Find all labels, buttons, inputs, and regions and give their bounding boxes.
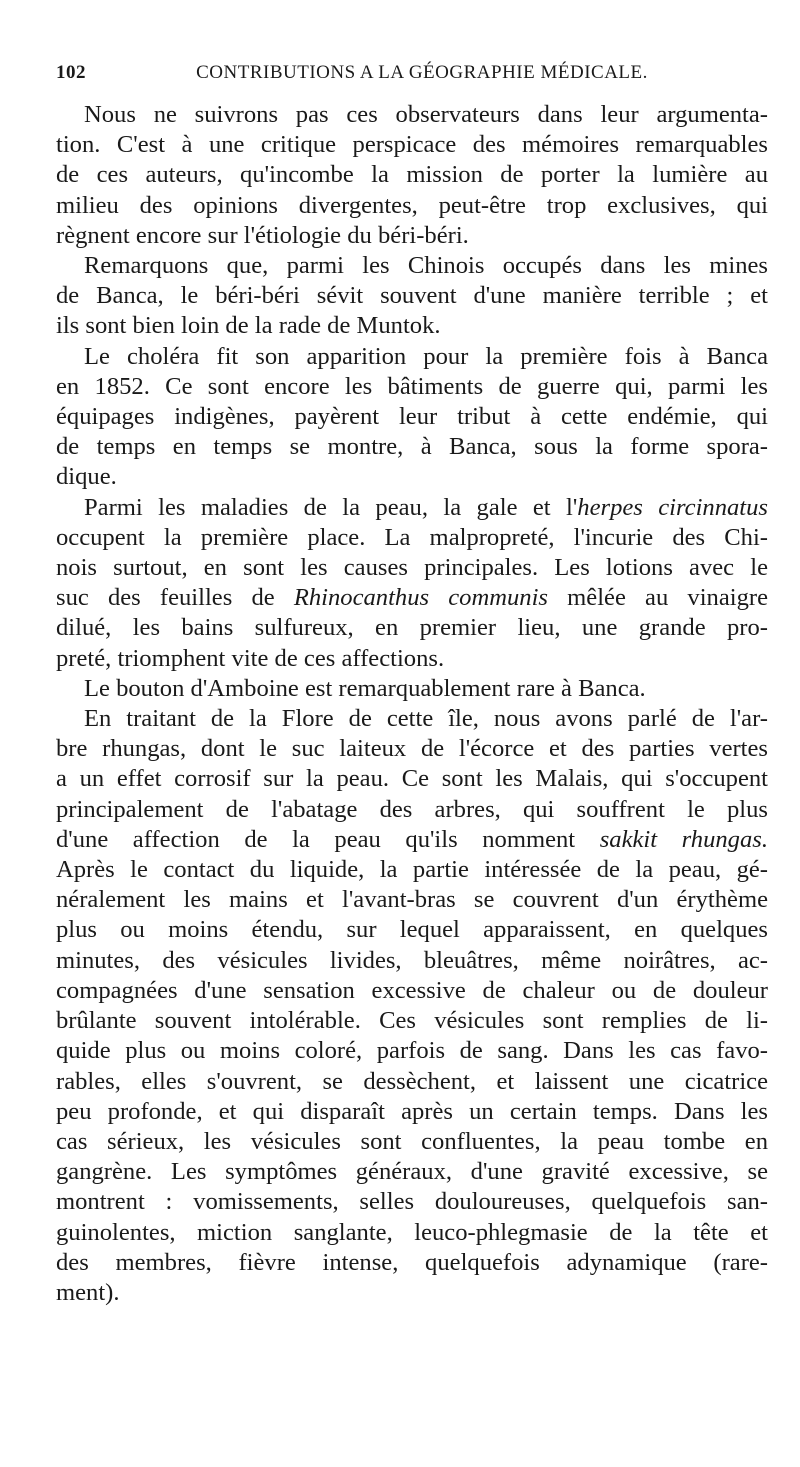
text-line xyxy=(56,493,768,523)
italic-term: herpes circinnatus xyxy=(577,493,768,521)
text-line: Après le contact du liquide, la partie intéressée de la peau, gé- xyxy=(56,856,768,884)
text-line: minutes, des vésicules livides, bleuâtres, même noirâtres, ac- xyxy=(56,946,768,974)
text-line: tion. C'est à une critique perspicace des mémoires remarquables xyxy=(56,131,768,159)
text-line: Remarquons que, parmi les Chinois occupés dans les mines xyxy=(84,252,768,280)
text-line: dique. xyxy=(56,463,117,491)
text-line: en 1852. Ce sont encore les bâtiments de guerre qui, parmi les xyxy=(56,372,768,400)
text-line: brûlante souvent intolérable. Ces vésicules sont remplies de li- xyxy=(56,1007,768,1035)
text-line: de Banca, le béri-béri sévit souvent d'une manière terrible ; et xyxy=(56,282,768,310)
text-line: de temps en temps se montre, à Banca, sous la forme spora- xyxy=(56,433,768,461)
text-line: Le choléra fit son apparition pour la première fois à Banca xyxy=(84,342,768,370)
text-line: ment). xyxy=(56,1278,120,1306)
text-segment: mêlée au vinaigre xyxy=(548,584,768,612)
italic-term: Rhinocanthus communis xyxy=(293,584,548,612)
text-line: occupent la première place. La malpropreté, l'incurie des Chi- xyxy=(56,523,768,551)
paragraph xyxy=(56,251,768,342)
text-line xyxy=(56,825,768,855)
text-line: principalement de l'abatage des arbres, qui souffrent le plus xyxy=(56,795,768,823)
text-line: bre rhungas, dont le suc laiteux de l'écorce et des parties vertes xyxy=(56,735,768,763)
text-line: règnent encore sur l'étiologie du béri-béri. xyxy=(56,221,469,249)
text-line: Le bouton d'Amboine est remarquablement rare à Banca. xyxy=(84,674,646,702)
paragraph xyxy=(56,342,768,493)
text-line: dilué, les bains sulfureux, en premier lieu, une grande pro- xyxy=(56,614,768,642)
book-page xyxy=(56,62,768,1308)
running-title: CONTRIBUTIONS A LA GÉOGRAPHIE MÉDICALE. xyxy=(196,62,648,83)
text-line xyxy=(56,583,768,613)
text-line: milieu des opinions divergentes, peut-être trop exclusives, qui xyxy=(56,191,768,219)
text-line: compagnées d'une sensation excessive de chaleur ou de douleur xyxy=(56,976,768,1004)
italic-term: sakkit rhungas. xyxy=(599,825,768,853)
text-line: équipages indigènes, payèrent leur tribut à cette endémie, qui xyxy=(56,403,768,431)
text-line: gangrène. Les symptômes généraux, d'une gravité excessive, se xyxy=(56,1158,768,1186)
text-line: de ces auteurs, qu'incombe la mission de porter la lumière au xyxy=(56,161,768,189)
text-line: nois surtout, en sont les causes principales. Les lotions avec le xyxy=(56,554,768,582)
text-line: peu profonde, et qui disparaît après un certain temps. Dans les xyxy=(56,1097,768,1125)
text-segment: d'une affection de la peau qu'ils nomment xyxy=(56,825,600,853)
text-line: des membres, fièvre intense, quelquefois adynamique (rare- xyxy=(56,1248,768,1276)
text-segment: suc des feuilles de xyxy=(56,584,294,612)
text-line: néralement les mains et l'avant-bras se couvrent d'un érythème xyxy=(56,886,768,914)
text-line: rables, elles s'ouvrent, se dessèchent, et laissent une cicatrice xyxy=(56,1067,768,1095)
text-line: montrent : vomissements, selles douloureuses, quelquefois san- xyxy=(56,1188,768,1216)
running-head xyxy=(56,62,768,92)
text-line: guinolentes, miction sanglante, leuco-phlegmasie de la tête et xyxy=(56,1218,768,1246)
paragraph xyxy=(56,100,768,251)
paragraph xyxy=(56,704,768,1308)
text-line: En traitant de la Flore de cette île, nous avons parlé de l'ar- xyxy=(84,705,768,733)
text-line: ils sont bien loin de la rade de Muntok. xyxy=(56,312,441,340)
paragraph xyxy=(56,493,768,674)
text-line: cas sérieux, les vésicules sont confluentes, la peau tombe en xyxy=(56,1127,768,1155)
text-line: Nous ne suivrons pas ces observateurs dans leur argumenta- xyxy=(84,101,768,128)
text-line: quide plus ou moins coloré, parfois de sang. Dans les cas favo- xyxy=(56,1037,768,1065)
page-number: 102 xyxy=(56,62,86,83)
paragraph xyxy=(56,674,768,704)
body-text xyxy=(56,100,768,1308)
text-line: a un effet corrosif sur la peau. Ce sont les Malais, qui s'occupent xyxy=(56,765,768,793)
text-line: preté, triomphent vite de ces affections. xyxy=(56,644,445,672)
text-segment: Parmi les maladies de la peau, la gale et l' xyxy=(84,493,578,521)
text-line: plus ou moins étendu, sur lequel apparaissent, en quelques xyxy=(56,916,768,944)
